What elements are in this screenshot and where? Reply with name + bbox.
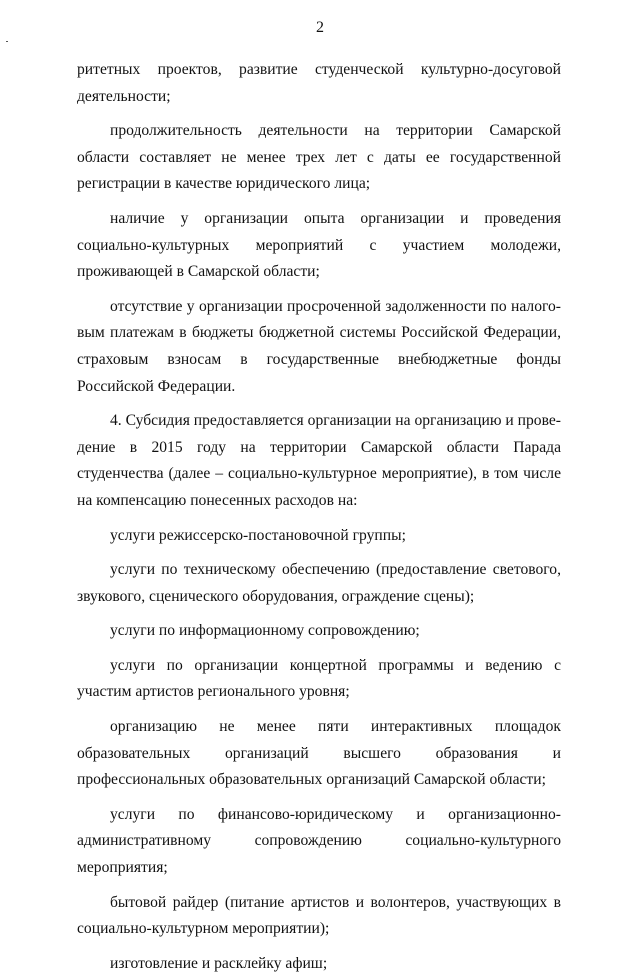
list-item-technical-support: услуги по техническому обеспечению (предоставление светового, звукового, сценического оборудования, ограждение сцены); xyxy=(77,561,561,605)
list-item-rider: бытовой райдер (питание артистов и волонтеров, участвующих в социально-культурном мероприятии); xyxy=(77,893,561,938)
paragraph-experience-requirement: наличие у организации опыта организации и проведения социально-культурных мероприятий с участием молодежи, проживающей в Самарской области; xyxy=(77,209,561,281)
scan-artifact xyxy=(6,41,8,42)
list-item-interactive-platforms: организацию не менее пяти интерактивных площадок образовательных организаций высшего образования и профессиональных образовательных организаций Самарской области; xyxy=(77,718,561,789)
paragraph-no-debt-requirement: отсутствие у организации просроченной задолженности по налоговым платежам в бюджеты бюджетной системы Российской Федерации, страховым взносам в государственные внебюджетные фонды Российской Федерации. xyxy=(77,297,561,395)
list-item-information-support: услуги по информационному сопровождению; xyxy=(110,622,420,640)
list-item-posters: изготовление и расклейку афиш; xyxy=(110,954,328,972)
paragraph-continuation: ритетных проектов, развитие студенческой культурно-досуговой деятельности; xyxy=(77,61,561,105)
list-item-concert-program: услуги по организации концертной программы и ведению с участим артистов регионального уровня; xyxy=(77,656,561,701)
page-number: 2 xyxy=(316,19,324,36)
paragraph-duration-requirement: продолжительность деятельности на территории Самарской области составляет не менее трех лет с даты ее государственной регистрации в качестве юридического лица; xyxy=(77,122,561,193)
list-item-legal-support: услуги по финансово-юридическому и организационно-административному сопровождению социально-культурного мероприятия; xyxy=(77,805,561,877)
paragraph-clause-4: 4. Субсидия предоставляется организации на организацию и проведение в 2015 году на территории Самарской области Парада студенчества (далее – социально-культурное мероприятие), в том числе на компенсацию понесенных расходов на: xyxy=(77,412,561,509)
list-item-directing-group: услуги режиссерско-постановочной группы; xyxy=(110,526,406,544)
document-body xyxy=(77,57,561,977)
